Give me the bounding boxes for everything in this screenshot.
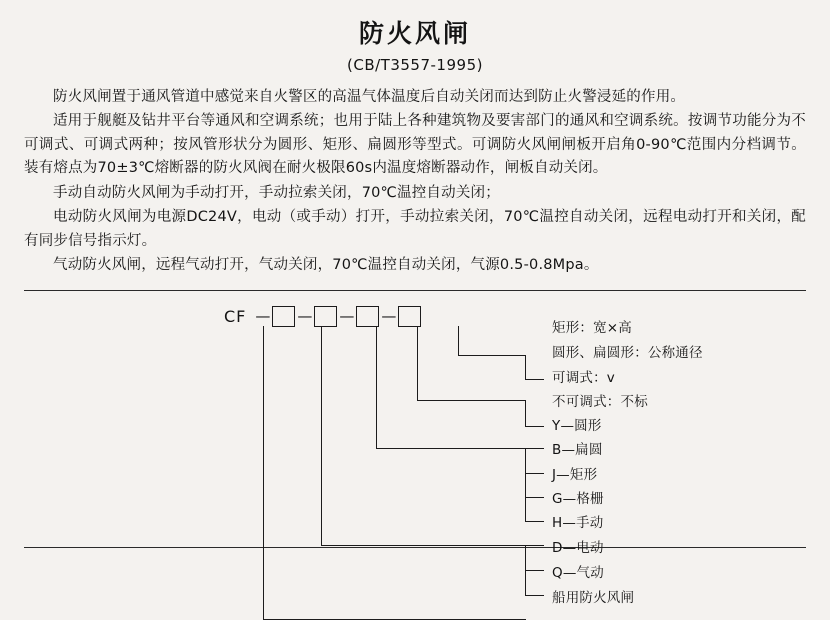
leader-line-v-box3-b (525, 400, 526, 427)
model-code-row (224, 306, 421, 327)
paragraph-4: 电动防火风闸为电源DC24V，电动（或手动）打开，手动拉索关闭，70℃温控自动关闭，远程电动打开和关闭，配有同步信号指示灯。 (24, 209, 806, 249)
divider-bottom (24, 547, 806, 548)
leader-line-h-h (525, 545, 544, 546)
leader-line-h-box4-b (525, 379, 544, 380)
leader-line-h-box1 (321, 545, 526, 546)
paragraph-1: 防火风闸置于通风管道中感觉来自火警区的高温气体温度后自动关闭而达到防止火警浸延的作用。 (53, 89, 686, 105)
paragraph-5: 气动防火风闸，远程气动打开，气动关闭，70℃温控自动关闭，气源0.5-0.8Mpa。 (53, 257, 599, 274)
leader-line-h-box3 (417, 400, 526, 401)
label-round-diameter: 圆形、扁圆形：公称通径 (552, 344, 703, 361)
label-shape-round: Y—圆形 (552, 417, 602, 434)
label-marine-fire-damper: 船用防火风闸 (552, 589, 635, 606)
code-box-1 (272, 306, 295, 327)
label-rect-size: 矩形：宽×高 (552, 319, 633, 336)
leader-line-h-y (525, 448, 544, 449)
code-box-2 (314, 306, 337, 327)
label-drive-electric: D—电动 (552, 539, 604, 556)
label-drive-pneumatic: Q—气动 (552, 564, 604, 581)
leader-line-h-box2 (376, 448, 526, 449)
leader-line-v-prefix (263, 326, 264, 620)
model-code-diagram (24, 290, 806, 606)
label-drive-manual: H—手动 (552, 514, 604, 531)
code-box-3 (356, 306, 379, 327)
leader-line-h-box3-b (525, 426, 544, 427)
leader-line-v-box4-b (525, 355, 526, 380)
standard-code: (CB/T3557-1995) (347, 56, 483, 74)
label-shape-rect: J—矩形 (552, 466, 598, 483)
code-box-4 (398, 306, 421, 327)
label-adjustable: 可调式：v (552, 369, 615, 386)
leader-line-h-box4-a (458, 355, 526, 356)
code-prefix: CF (224, 306, 247, 326)
leader-line-v-box1 (321, 326, 322, 546)
leader-line-h-g (525, 521, 544, 522)
page-title: 防火风闸 (358, 19, 471, 48)
label-shape-flat-round: B—扁圆 (552, 441, 603, 458)
code-separator-1: — (255, 307, 271, 326)
paragraph-2: 适用于舰艇及钻井平台等通风和空调系统；也用于陆上各种建筑物及要害部门的通风和空调系统。按调节功能分为不可调式、可调式两种；按风管形状分为圆形、矩形、扁圆形等型式。可调防火风闸闸板开启角0-90℃范围内分档调节。装有熔点为70±3℃熔断器的防火风阀在耐火极限60s内温度熔断器动作，闸板自动关闭。 (24, 113, 806, 177)
leader-line-h-b (525, 473, 544, 474)
divider-top (24, 290, 806, 291)
label-shape-grille: G—格栅 (552, 490, 604, 507)
leader-line-v-box3 (417, 326, 418, 401)
leader-line-h-j (525, 497, 544, 498)
leader-line-v-box2-group (525, 448, 526, 522)
leader-line-h-q (525, 595, 544, 596)
leader-line-h-d (525, 570, 544, 571)
label-non-adjustable: 不可调式：不标 (552, 393, 648, 410)
code-separator-4: — (381, 307, 397, 326)
leader-line-v-box4 (458, 326, 459, 356)
code-separator-3: — (339, 307, 355, 326)
leader-line-v-box2 (376, 326, 377, 449)
code-separator-2: — (297, 307, 313, 326)
paragraph-3: 手动自动防火风闸为手动打开，手动拉索关闭，70℃温控自动关闭； (53, 184, 500, 201)
